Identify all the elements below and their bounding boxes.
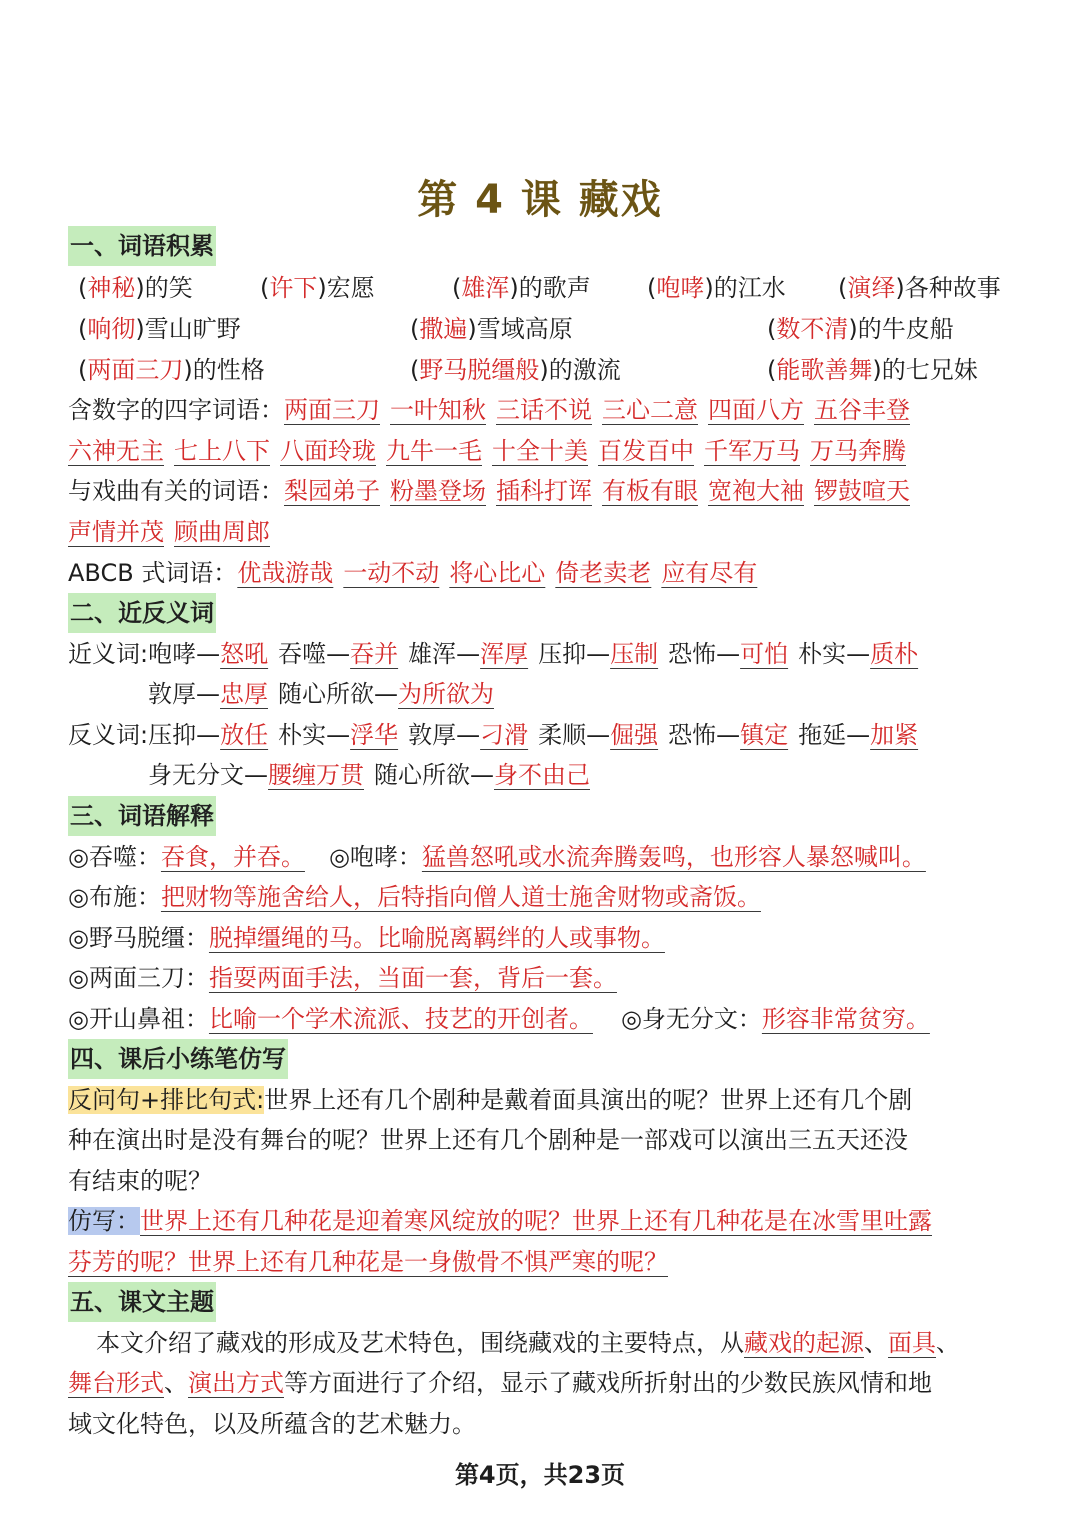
idiom: 优哉游哉 <box>237 559 334 587</box>
synonyms-line-1 <box>68 634 1014 674</box>
synonyms-line-2 <box>148 674 1014 714</box>
theme-line-1: 本文介绍了藏戏的形成及艺术特色，围绕藏戏的主要特点，从藏戏的起源、面具、 <box>96 1329 960 1357</box>
word-pair: 朴实—质朴 <box>798 640 919 668</box>
pattern-text: 世界上还有几个剧种是戴着面具演出的呢？世界上还有几个剧 <box>264 1086 913 1114</box>
definition-line-3 <box>68 918 1014 958</box>
idiom: 梨园弟子 <box>284 477 380 505</box>
theme-text: 域文化特色，以及所蕴含的艺术魅力。 <box>68 1410 476 1438</box>
idiom: 顾曲周郎 <box>174 518 270 546</box>
idiom: 九牛一毛 <box>386 437 482 465</box>
phrase-item: (野马脱缰般)的激流 <box>410 356 621 384</box>
definition: 脱掉缰绳的马。比喻脱离羁绊的人或事物。 <box>208 924 665 952</box>
section-5-row <box>68 1282 1014 1322</box>
imitation-label: 仿写： <box>68 1207 140 1235</box>
word-pair: 压抑—放任 <box>148 721 269 749</box>
idiom: 一叶知秋 <box>390 396 486 424</box>
idiom: 五谷丰登 <box>814 396 910 424</box>
opera-words-line-1 <box>68 471 1014 511</box>
word-pair: 朴实—浮华 <box>278 721 399 749</box>
imitation-text: 芬芳的呢？世界上还有几种花是一身傲骨不惧严寒的呢？ <box>68 1248 668 1276</box>
definition-item <box>68 883 761 911</box>
theme-line-3 <box>68 1404 1014 1444</box>
definition-line-4 <box>68 958 1014 998</box>
imitation-line-2 <box>68 1242 1014 1282</box>
word-pair: 咆哮—怒吼 <box>148 640 269 668</box>
term: ◎吞噬： <box>68 843 161 871</box>
definition-item <box>68 843 329 871</box>
antonyms-line-2 <box>148 755 1014 795</box>
antonyms-label: 反义词: <box>68 721 149 749</box>
number-idioms-label: 含数字的四字词语： <box>68 396 284 424</box>
word-pair: 敦厚—刁滑 <box>408 721 529 749</box>
pattern-label: 反问句+排比句式: <box>68 1086 265 1114</box>
idiom: 一动不动 <box>343 559 440 587</box>
section-4-row <box>68 1039 1014 1079</box>
section-2-row <box>68 593 1014 633</box>
idiom: 插科打诨 <box>496 477 592 505</box>
idiom: 两面三刀 <box>284 396 380 424</box>
idiom: 锣鼓喧天 <box>814 477 910 505</box>
section-heading-explanations: 三、词语解释 <box>68 796 216 836</box>
imitation-text: 世界上还有几种花是迎着寒风绽放的呢？世界上还有几种花是在冰雪里吐露 <box>140 1207 932 1235</box>
definition: 把财物等施舍给人，后特指向僧人道士施舍财物或斋饭。 <box>160 883 761 911</box>
phrase-row-2 <box>78 309 1040 349</box>
section-heading-synonyms-antonyms: 二、近反义词 <box>68 593 216 633</box>
word-pair: 随心所欲—为所欲为 <box>278 680 494 708</box>
abcb-words-line <box>68 553 1014 593</box>
definition-item <box>68 1005 621 1033</box>
page-number-footer: 第4页，共23页 <box>454 1461 626 1489</box>
idiom: 八面玲珑 <box>280 437 376 465</box>
definition-line-1 <box>68 837 1014 877</box>
idiom: 倚老卖老 <box>555 559 652 587</box>
idiom: 百发百中 <box>598 437 694 465</box>
phrase-item: (许下)宏愿 <box>260 274 375 302</box>
pattern-line-2 <box>68 1120 1014 1160</box>
term: ◎身无分文： <box>620 1005 762 1033</box>
number-idioms-line-2 <box>68 431 1014 471</box>
idiom: 十全十美 <box>492 437 588 465</box>
word-pair: 恐怖—镇定 <box>668 721 789 749</box>
idiom: 应有尽有 <box>661 559 758 587</box>
word-pair: 压抑—压制 <box>538 640 659 668</box>
phrase-item: (神秘)的笑 <box>78 274 193 302</box>
antonyms-line-1 <box>68 715 1014 755</box>
definition: 猛兽怒吼或水流奔腾轰鸣，也形容人暴怒喊叫。 <box>421 843 926 871</box>
phrase-row-3 <box>78 350 1040 390</box>
section-3-row <box>68 796 1014 836</box>
term: ◎布施： <box>68 883 161 911</box>
word-pair: 拖延—加紧 <box>798 721 919 749</box>
word-pair: 吞噬—吞并 <box>278 640 399 668</box>
word-pair: 恐怖—可怕 <box>668 640 789 668</box>
idiom: 七上八下 <box>174 437 270 465</box>
opera-words-label: 与戏曲有关的词语： <box>68 477 284 505</box>
pattern-line-1 <box>68 1080 1014 1120</box>
pattern-text: 有结束的呢？ <box>68 1167 212 1195</box>
section-heading-vocabulary: 一、词语积累 <box>68 226 216 266</box>
pattern-line-3 <box>68 1161 1014 1201</box>
idiom: 有板有眼 <box>602 477 698 505</box>
theme-text: 等方面进行了介绍，显示了藏戏所折射出的少数民族风情和地 <box>284 1369 932 1397</box>
pattern-text: 种在演出时是没有舞台的呢？世界上还有几个剧种是一部戏可以演出三五天还没 <box>68 1126 908 1154</box>
term: ◎野马脱缰： <box>68 924 209 952</box>
definition-line-2 <box>68 877 1014 917</box>
phrase-item: (雄浑)的歌声 <box>452 274 591 302</box>
idiom: 将心比心 <box>449 559 546 587</box>
phrase-item: (两面三刀)的性格 <box>78 356 265 384</box>
phrase-item: (撒遍)雪域高原 <box>410 315 573 343</box>
theme-line-2: 舞台形式、演出方式等方面进行了介绍，显示了藏戏所折射出的少数民族风情和地 <box>68 1369 932 1397</box>
definition-item <box>68 964 617 992</box>
phrase-row-1 <box>78 268 1040 308</box>
definition-line-5 <box>68 999 1014 1039</box>
section-heading-theme: 五、课文主题 <box>68 1282 216 1322</box>
imitation-line-1 <box>68 1201 1014 1241</box>
definition: 吞食，并吞。 <box>160 843 305 871</box>
definition: 形容非常贫穷。 <box>761 1005 930 1033</box>
phrase-item: (咆哮)的江水 <box>647 274 786 302</box>
page-title: 第 4 课 藏戏 <box>417 177 663 223</box>
definition-item <box>621 1005 930 1033</box>
word-pair: 身无分文—腰缠万贯 <box>148 761 364 789</box>
theme-keyword: 藏戏的起源 <box>744 1329 864 1357</box>
phrase-item: (能歌善舞)的七兄妹 <box>767 356 978 384</box>
idiom: 三话不说 <box>496 396 592 424</box>
idiom: 三心二意 <box>602 396 698 424</box>
definition-item <box>329 843 926 871</box>
phrase-item: (演绎)各种故事 <box>838 274 1001 302</box>
abcb-words-label: ABCB 式词语： <box>68 559 238 587</box>
term: ◎咆哮： <box>328 843 422 871</box>
section-heading-imitation-writing: 四、课后小练笔仿写 <box>68 1039 288 1079</box>
theme-keyword: 演出方式 <box>188 1369 284 1397</box>
idiom: 四面八方 <box>708 396 804 424</box>
term: ◎两面三刀： <box>68 964 209 992</box>
word-pair: 敦厚—忠厚 <box>148 680 268 708</box>
definition-item <box>68 924 665 952</box>
theme-text: 本文介绍了藏戏的形成及艺术特色，围绕藏戏的主要特点，从 <box>96 1329 744 1357</box>
idiom: 万马奔腾 <box>810 437 906 465</box>
idiom: 宽袍大袖 <box>708 477 804 505</box>
phrase-item: (响彻)雪山旷野 <box>78 315 241 343</box>
idiom: 粉墨登场 <box>390 477 486 505</box>
idiom: 千军万马 <box>704 437 800 465</box>
word-pair: 柔顺—倔强 <box>538 721 659 749</box>
number-idioms-line-1 <box>68 390 1014 430</box>
section-1-row <box>68 226 1014 266</box>
theme-keyword: 舞台形式 <box>68 1369 164 1397</box>
phrase-item: (数不清)的牛皮船 <box>767 315 954 343</box>
definition: 比喻一个学术流派、技艺的开创者。 <box>208 1005 593 1033</box>
idiom: 六神无主 <box>68 437 164 465</box>
idiom: 声情并茂 <box>68 518 164 546</box>
word-pair: 雄浑—浑厚 <box>408 640 529 668</box>
term: ◎开山鼻祖： <box>68 1005 209 1033</box>
synonyms-label: 近义词: <box>68 640 149 668</box>
opera-words-line-2 <box>68 512 1014 552</box>
theme-keyword: 面具 <box>888 1329 936 1357</box>
word-pair: 随心所欲—身不由己 <box>374 761 590 789</box>
definition: 指耍两面手法，当面一套，背后一套。 <box>208 964 617 992</box>
